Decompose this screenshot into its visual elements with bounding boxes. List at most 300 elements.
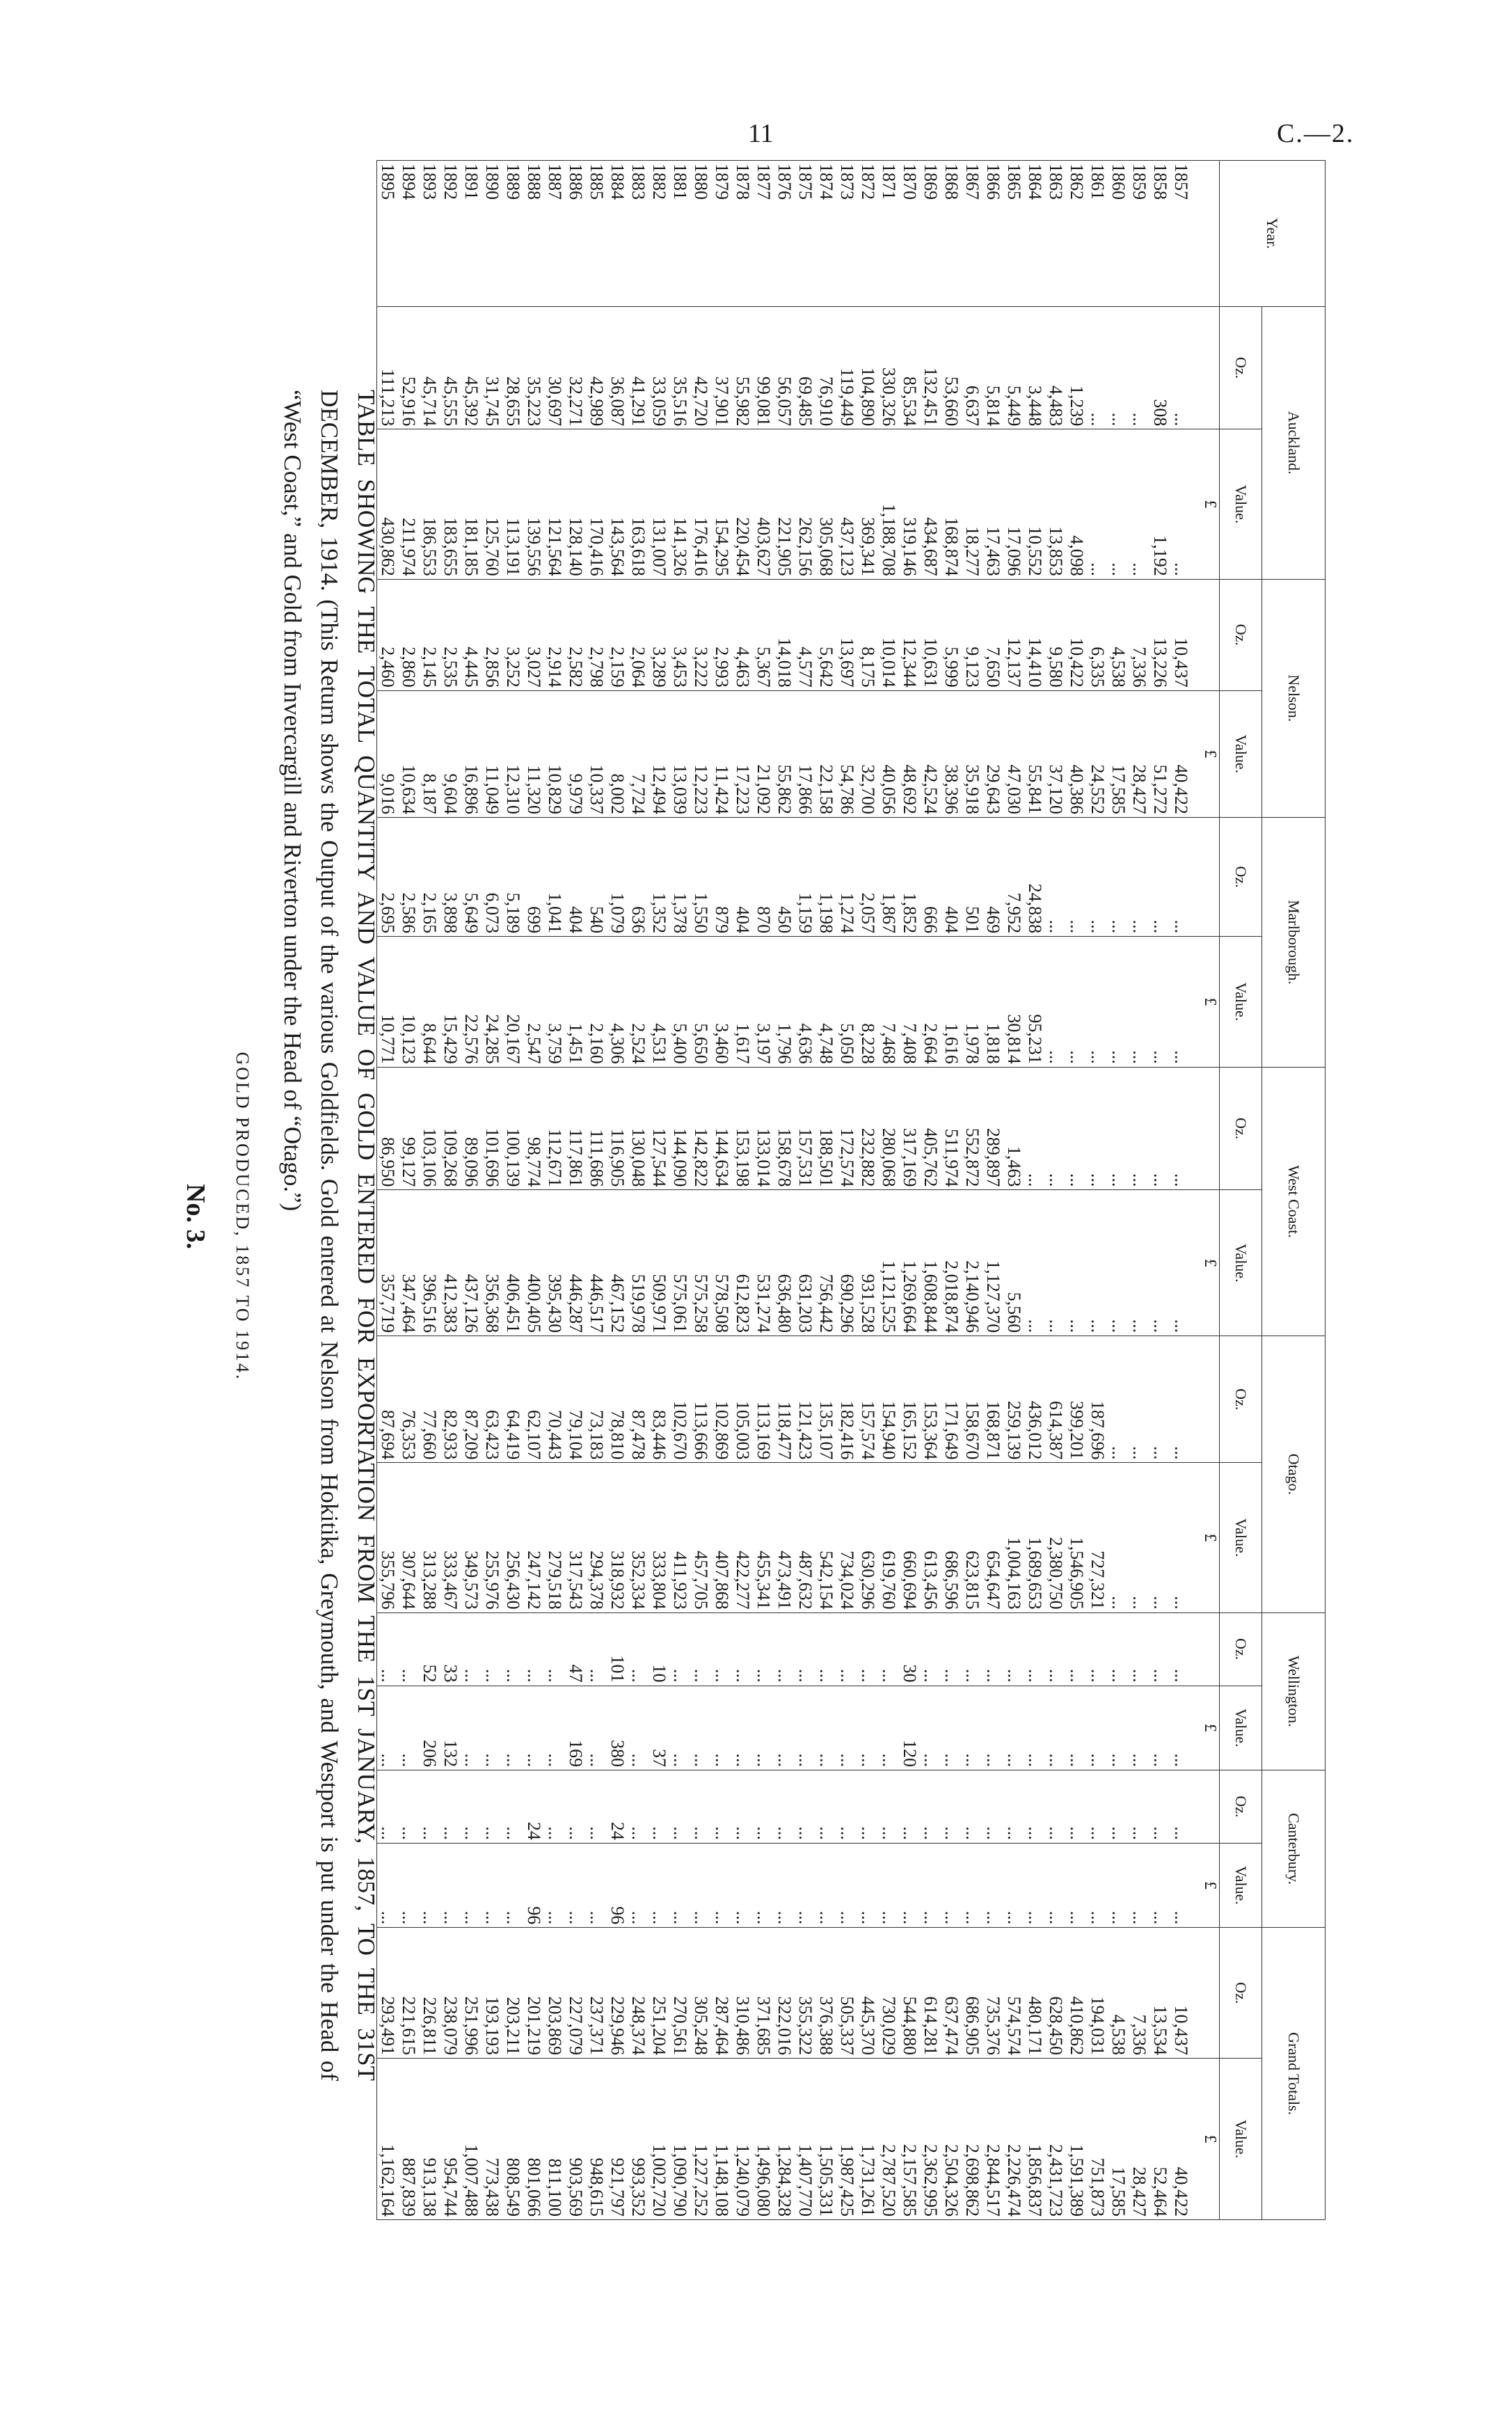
value-cell: ... bbox=[711, 1770, 732, 1843]
value-cell: 735,376 bbox=[982, 1928, 1003, 2059]
value-cell: ... bbox=[753, 1612, 774, 1686]
value-cell: 153,364 bbox=[920, 1336, 941, 1463]
value-cell: ... bbox=[1170, 1686, 1191, 1770]
value-cell: 32,700 bbox=[857, 690, 878, 817]
value-cell: ... bbox=[1108, 1686, 1129, 1770]
value-cell: 612,823 bbox=[732, 1190, 753, 1336]
value-cell: ... bbox=[962, 1686, 982, 1770]
value-cell: 12,310 bbox=[502, 690, 523, 817]
value-cell: 870 bbox=[753, 817, 774, 936]
value-cell: 14,410 bbox=[1024, 579, 1045, 690]
value-cell: ... bbox=[774, 1770, 795, 1843]
value-cell: 100,139 bbox=[502, 1067, 523, 1190]
value-cell: 130,048 bbox=[628, 1067, 648, 1190]
table-row bbox=[1024, 161, 1045, 2220]
table-row bbox=[982, 161, 1003, 2220]
unit-cell: £ bbox=[1191, 1463, 1220, 1612]
year-cell: 1875 bbox=[795, 161, 815, 307]
value-cell: 1,378 bbox=[669, 817, 690, 936]
unit-cell bbox=[1191, 579, 1220, 690]
value-cell: 2,535 bbox=[440, 579, 461, 690]
value-cell: ... bbox=[461, 1770, 482, 1843]
value-cell: ... bbox=[1108, 937, 1129, 1068]
value-cell: 5,814 bbox=[982, 306, 1003, 429]
value-cell: 120 bbox=[899, 1686, 920, 1770]
value-cell: 436,012 bbox=[1024, 1336, 1045, 1463]
year-cell: 1869 bbox=[920, 161, 941, 307]
value-cell: ... bbox=[1108, 1612, 1129, 1686]
value-cell: 4,098 bbox=[1066, 429, 1087, 579]
value-cell: 79,104 bbox=[565, 1336, 586, 1463]
value-cell: 9,580 bbox=[1045, 579, 1066, 690]
value-cell: 221,615 bbox=[398, 1928, 419, 2059]
value-cell: 78,810 bbox=[607, 1336, 628, 1463]
value-cell: ... bbox=[920, 1686, 941, 1770]
value-cell: ... bbox=[795, 1612, 815, 1686]
value-cell: 8,644 bbox=[419, 937, 440, 1068]
group-header: Canterbury. bbox=[1262, 1770, 1326, 1927]
value-cell: 4,445 bbox=[461, 579, 482, 690]
table-row bbox=[1087, 161, 1108, 2220]
value-cell: 660,694 bbox=[899, 1463, 920, 1612]
value-cell: ... bbox=[1045, 1843, 1066, 1927]
value-cell: ... bbox=[1066, 1067, 1087, 1190]
value-cell: ... bbox=[899, 1843, 920, 1927]
value-cell: ... bbox=[836, 1612, 857, 1686]
value-cell: ... bbox=[753, 1770, 774, 1843]
value-cell: 56,057 bbox=[774, 306, 795, 429]
value-cell: ... bbox=[398, 1612, 419, 1686]
value-cell: 54,786 bbox=[836, 690, 857, 817]
value-cell: ... bbox=[648, 1770, 669, 1843]
value-cell: ... bbox=[502, 1612, 523, 1686]
value-cell: 406,451 bbox=[502, 1190, 523, 1336]
value-cell: 2,504,326 bbox=[941, 2058, 962, 2219]
value-cell: 15,429 bbox=[440, 937, 461, 1068]
value-cell: ... bbox=[690, 1686, 711, 1770]
value-cell: 395,430 bbox=[544, 1190, 565, 1336]
value-cell: 1,352 bbox=[648, 817, 669, 936]
value-cell: 125,760 bbox=[482, 429, 502, 579]
value-cell: ... bbox=[1129, 1190, 1149, 1336]
year-cell: 1895 bbox=[377, 161, 399, 307]
value-cell: ... bbox=[1108, 1463, 1129, 1612]
value-cell: ... bbox=[962, 1843, 982, 1927]
table-row bbox=[920, 161, 941, 2220]
value-cell: ... bbox=[857, 1612, 878, 1686]
value-cell: 12,494 bbox=[648, 690, 669, 817]
value-cell: ... bbox=[1066, 937, 1087, 1068]
value-cell: 103,106 bbox=[419, 1067, 440, 1190]
value-cell: 96 bbox=[607, 1843, 628, 1927]
value-cell: 28,427 bbox=[1129, 2058, 1149, 2219]
value-cell: 35,516 bbox=[669, 306, 690, 429]
value-cell: ... bbox=[774, 1686, 795, 1770]
page-reference: C.—2. bbox=[1277, 119, 1355, 148]
value-cell: 357,719 bbox=[377, 1190, 399, 1336]
value-cell: 87,694 bbox=[377, 1336, 399, 1463]
value-cell: 142,822 bbox=[690, 1067, 711, 1190]
value-cell: 206 bbox=[419, 1686, 440, 1770]
value-cell: ... bbox=[377, 1686, 399, 1770]
value-cell: 446,287 bbox=[565, 1190, 586, 1336]
table-row bbox=[711, 161, 732, 2220]
value-cell: 544,880 bbox=[899, 1928, 920, 2059]
value-cell: 2,787,520 bbox=[878, 2058, 899, 2219]
value-cell: 256,430 bbox=[502, 1463, 523, 1612]
value-cell: 690,296 bbox=[836, 1190, 857, 1336]
oz-header: Oz. bbox=[1220, 306, 1262, 429]
value-cell: 8,175 bbox=[857, 579, 878, 690]
value-cell: 96 bbox=[523, 1843, 544, 1927]
value-cell: 6,335 bbox=[1087, 579, 1108, 690]
value-cell: 10,014 bbox=[878, 579, 899, 690]
value-cell: ... bbox=[815, 1843, 836, 1927]
value-cell: 64,419 bbox=[502, 1336, 523, 1463]
value-cell: 574,574 bbox=[1003, 1928, 1024, 2059]
value-cell: ... bbox=[482, 1843, 502, 1927]
value-cell: 251,996 bbox=[461, 1928, 482, 2059]
value-cell: 24,838 bbox=[1024, 817, 1045, 936]
value-cell: 182,416 bbox=[836, 1336, 857, 1463]
value-cell: 293,491 bbox=[377, 1928, 399, 2059]
value-cell: 132 bbox=[440, 1686, 461, 1770]
value-cell: ... bbox=[461, 1686, 482, 1770]
value-cell: 9,604 bbox=[440, 690, 461, 817]
value-cell: 45,555 bbox=[440, 306, 461, 429]
value-cell: ... bbox=[1045, 1067, 1066, 1190]
value-cell: 87,209 bbox=[461, 1336, 482, 1463]
value-cell: 13,226 bbox=[1149, 579, 1170, 690]
value-cell: 99,127 bbox=[398, 1067, 419, 1190]
value-cell: 473,491 bbox=[774, 1463, 795, 1612]
value-cell: 45,392 bbox=[461, 306, 482, 429]
value-cell: ... bbox=[732, 1686, 753, 1770]
value-cell: 455,341 bbox=[753, 1463, 774, 1612]
value-cell: 127,544 bbox=[648, 1067, 669, 1190]
value-cell: ... bbox=[941, 1686, 962, 1770]
gold-production-table bbox=[376, 160, 1326, 2220]
value-cell: 1,616 bbox=[941, 937, 962, 1068]
group-header: Marlborough. bbox=[1262, 817, 1326, 1067]
table-row bbox=[440, 161, 461, 2220]
table-row bbox=[482, 161, 502, 2220]
value-cell: 95,231 bbox=[1024, 937, 1045, 1068]
value-cell: 4,483 bbox=[1045, 306, 1066, 429]
value-cell: 227,079 bbox=[565, 1928, 586, 2059]
value-cell: 89,096 bbox=[461, 1067, 482, 1190]
value-cell: ... bbox=[1087, 306, 1108, 429]
value-cell: 2,160 bbox=[586, 937, 607, 1068]
year-cell: 1857 bbox=[1170, 161, 1191, 307]
value-cell: 319,146 bbox=[899, 429, 920, 579]
value-cell: 211,974 bbox=[398, 429, 419, 579]
value-cell: 47 bbox=[565, 1612, 586, 1686]
value-cell: ... bbox=[1024, 1770, 1045, 1843]
value-cell: 76,910 bbox=[815, 306, 836, 429]
value-cell: 55,841 bbox=[1024, 690, 1045, 817]
value-cell: ... bbox=[440, 1843, 461, 1927]
value-cell: ... bbox=[795, 1770, 815, 1843]
table-row bbox=[398, 161, 419, 2220]
value-cell: 2,860 bbox=[398, 579, 419, 690]
value-cell: 102,869 bbox=[711, 1336, 732, 1463]
year-cell: 1889 bbox=[502, 161, 523, 307]
value-cell: 17,096 bbox=[1003, 429, 1024, 579]
year-cell: 1865 bbox=[1003, 161, 1024, 307]
value-cell: 3,289 bbox=[648, 579, 669, 690]
table-row bbox=[1045, 161, 1066, 2220]
value-cell: 1,591,389 bbox=[1066, 2058, 1087, 2219]
value-cell: 248,374 bbox=[628, 1928, 648, 2059]
value-cell: 396,516 bbox=[419, 1190, 440, 1336]
value-cell: 294,378 bbox=[586, 1463, 607, 1612]
year-cell: 1876 bbox=[774, 161, 795, 307]
value-cell: ... bbox=[815, 1612, 836, 1686]
table-header bbox=[1220, 161, 1326, 2220]
value-cell: ... bbox=[502, 1770, 523, 1843]
year-cell: 1860 bbox=[1108, 161, 1129, 307]
value-cell: 10,337 bbox=[586, 690, 607, 817]
value-cell: 380 bbox=[607, 1686, 628, 1770]
value-cell: 2,698,862 bbox=[962, 2058, 982, 2219]
value-cell: 511,974 bbox=[941, 1067, 962, 1190]
year-cell: 1862 bbox=[1066, 161, 1087, 307]
oz-header: Oz. bbox=[1220, 817, 1262, 936]
value-cell: 808,549 bbox=[502, 2058, 523, 2219]
value-header: Value. bbox=[1220, 1463, 1262, 1612]
value-cell: 2,798 bbox=[586, 579, 607, 690]
value-cell: 30,697 bbox=[544, 306, 565, 429]
value-cell: ... bbox=[815, 1686, 836, 1770]
value-cell: 18,277 bbox=[962, 429, 982, 579]
value-cell: ... bbox=[878, 1612, 899, 1686]
value-cell: 371,685 bbox=[753, 1928, 774, 2059]
value-cell: 3,759 bbox=[544, 937, 565, 1068]
value-cell: 751,873 bbox=[1087, 2058, 1108, 2219]
value-cell: 11,424 bbox=[711, 690, 732, 817]
value-cell: 404 bbox=[565, 817, 586, 936]
year-cell: 1871 bbox=[878, 161, 899, 307]
value-cell: 2,856 bbox=[482, 579, 502, 690]
value-cell: 1,159 bbox=[795, 817, 815, 936]
value-cell: 1,162,164 bbox=[377, 2058, 399, 2219]
value-cell: 105,003 bbox=[732, 1336, 753, 1463]
value-cell: 17,463 bbox=[982, 429, 1003, 579]
unit-cell bbox=[1191, 1067, 1220, 1190]
value-cell: 37 bbox=[648, 1686, 669, 1770]
value-cell: 5,400 bbox=[669, 937, 690, 1068]
unit-cell bbox=[1191, 306, 1220, 429]
value-cell: 654,647 bbox=[982, 1463, 1003, 1612]
table-row bbox=[1108, 161, 1129, 2220]
value-cell: 1,004,163 bbox=[1003, 1463, 1024, 1612]
value-header: Value. bbox=[1220, 937, 1262, 1068]
value-cell: ... bbox=[1108, 306, 1129, 429]
value-cell: 287,464 bbox=[711, 1928, 732, 2059]
value-cell: 22,576 bbox=[461, 937, 482, 1068]
value-cell: 1,041 bbox=[544, 817, 565, 936]
value-cell: 623,815 bbox=[962, 1463, 982, 1612]
value-cell: ... bbox=[398, 1770, 419, 1843]
value-cell: 104,890 bbox=[857, 306, 878, 429]
value-cell: 221,905 bbox=[774, 429, 795, 579]
value-cell: 168,871 bbox=[982, 1336, 1003, 1463]
value-cell: 801,066 bbox=[523, 2058, 544, 2219]
value-cell: ... bbox=[1066, 1612, 1087, 1686]
value-cell: ... bbox=[1170, 1336, 1191, 1463]
value-cell: ... bbox=[1108, 1190, 1129, 1336]
value-cell: 322,016 bbox=[774, 1928, 795, 2059]
value-cell: ... bbox=[815, 1770, 836, 1843]
value-cell: 82,933 bbox=[440, 1336, 461, 1463]
value-cell: ... bbox=[732, 1843, 753, 1927]
value-cell: ... bbox=[377, 1843, 399, 1927]
value-cell: ... bbox=[1129, 817, 1149, 936]
value-cell: ... bbox=[1087, 1843, 1108, 1927]
value-cell: 85,534 bbox=[899, 306, 920, 429]
value-header: Value. bbox=[1220, 429, 1262, 579]
value-cell: 8,002 bbox=[607, 690, 628, 817]
value-cell: 2,664 bbox=[920, 937, 941, 1068]
value-cell: 1,239 bbox=[1066, 306, 1087, 429]
value-cell: 318,932 bbox=[607, 1463, 628, 1612]
unit-cell: £ bbox=[1191, 690, 1220, 817]
value-cell: 121,423 bbox=[795, 1336, 815, 1463]
value-cell: 349,573 bbox=[461, 1463, 482, 1612]
unit-cell: £ bbox=[1191, 429, 1220, 579]
value-cell: 519,978 bbox=[628, 1190, 648, 1336]
value-cell: 4,538 bbox=[1108, 579, 1129, 690]
value-cell: ... bbox=[1087, 1686, 1108, 1770]
header-row-groups bbox=[1262, 161, 1326, 2220]
value-cell: 1,608,844 bbox=[920, 1190, 941, 1336]
value-cell: 102,670 bbox=[669, 1336, 690, 1463]
value-cell: 10,552 bbox=[1024, 429, 1045, 579]
value-cell: 1,796 bbox=[774, 937, 795, 1068]
value-cell: 1,818 bbox=[982, 937, 1003, 1068]
value-cell: ... bbox=[1149, 1843, 1170, 1927]
value-cell: ... bbox=[523, 1612, 544, 1686]
value-cell: 411,923 bbox=[669, 1463, 690, 1612]
value-cell: 116,905 bbox=[607, 1067, 628, 1190]
value-cell: ... bbox=[1045, 1770, 1066, 1843]
table-number: No. 3. bbox=[181, 1184, 210, 1249]
value-cell: ... bbox=[711, 1612, 732, 1686]
value-cell: 2,914 bbox=[544, 579, 565, 690]
value-cell: 42,524 bbox=[920, 690, 941, 817]
value-cell: 111,686 bbox=[586, 1067, 607, 1190]
year-cell: 1880 bbox=[690, 161, 711, 307]
value-cell: ... bbox=[1108, 817, 1129, 936]
value-cell: 24 bbox=[523, 1770, 544, 1843]
value-cell: ... bbox=[1149, 1067, 1170, 1190]
value-cell: 153,198 bbox=[732, 1067, 753, 1190]
value-cell: 28,427 bbox=[1129, 690, 1149, 817]
value-cell: 113,169 bbox=[753, 1336, 774, 1463]
value-cell: 7,336 bbox=[1129, 579, 1149, 690]
value-cell: 4,636 bbox=[795, 937, 815, 1068]
value-cell: 2,460 bbox=[377, 579, 399, 690]
value-cell: ... bbox=[544, 1686, 565, 1770]
value-cell: 727,321 bbox=[1087, 1463, 1108, 1612]
value-cell: ... bbox=[1170, 429, 1191, 579]
table-row bbox=[1170, 161, 1191, 2220]
table-row bbox=[628, 161, 648, 2220]
value-cell: 262,156 bbox=[795, 429, 815, 579]
value-cell: 10,829 bbox=[544, 690, 565, 817]
unit-cell: £ bbox=[1191, 937, 1220, 1068]
value-cell: 1,127,370 bbox=[982, 1190, 1003, 1336]
unit-cell bbox=[1191, 1928, 1220, 2059]
value-cell: 30,814 bbox=[1003, 937, 1024, 1068]
value-cell: ... bbox=[1108, 1067, 1129, 1190]
value-cell: 887,839 bbox=[398, 2058, 419, 2219]
value-cell: 62,107 bbox=[523, 1336, 544, 1463]
value-cell: 404 bbox=[732, 817, 753, 936]
value-cell: 24 bbox=[607, 1770, 628, 1843]
value-cell: ... bbox=[1108, 1336, 1129, 1463]
value-cell: 7,724 bbox=[628, 690, 648, 817]
value-cell: 903,569 bbox=[565, 2058, 586, 2219]
table-row bbox=[878, 161, 899, 2220]
value-cell: 4,306 bbox=[607, 937, 628, 1068]
value-cell: ... bbox=[1024, 1190, 1045, 1336]
value-cell: 86,950 bbox=[377, 1067, 399, 1190]
value-cell: 542,154 bbox=[815, 1463, 836, 1612]
value-header: Value. bbox=[1220, 2058, 1262, 2219]
value-cell: 30 bbox=[899, 1612, 920, 1686]
value-cell: 1,121,525 bbox=[878, 1190, 899, 1336]
value-cell: 686,596 bbox=[941, 1463, 962, 1612]
value-cell: ... bbox=[586, 1843, 607, 1927]
value-cell: ... bbox=[1149, 1336, 1170, 1463]
value-cell: ... bbox=[1170, 1843, 1191, 1927]
value-cell: 505,337 bbox=[836, 1928, 857, 2059]
value-cell: ... bbox=[795, 1686, 815, 1770]
value-cell: ... bbox=[1045, 937, 1066, 1068]
value-cell: 12,344 bbox=[899, 579, 920, 690]
value-cell: ... bbox=[1170, 1190, 1191, 1336]
value-cell: ... bbox=[440, 1770, 461, 1843]
value-cell: ... bbox=[1129, 1067, 1149, 1190]
value-cell: 29,643 bbox=[982, 690, 1003, 817]
value-cell: 158,678 bbox=[774, 1067, 795, 1190]
value-cell: 10 bbox=[648, 1612, 669, 1686]
value-cell: 13,039 bbox=[669, 690, 690, 817]
value-cell: ... bbox=[1129, 429, 1149, 579]
value-cell: 333,467 bbox=[440, 1463, 461, 1612]
value-cell: 575,258 bbox=[690, 1190, 711, 1336]
value-cell: 41,291 bbox=[628, 306, 648, 429]
value-cell: ... bbox=[482, 1612, 502, 1686]
oz-header: Oz. bbox=[1220, 579, 1262, 690]
value-cell: ... bbox=[1129, 306, 1149, 429]
value-cell: 45,714 bbox=[419, 306, 440, 429]
value-cell: 509,971 bbox=[648, 1190, 669, 1336]
value-cell: 399,201 bbox=[1066, 1336, 1087, 1463]
value-cell: 220,454 bbox=[732, 429, 753, 579]
value-cell: 1,148,108 bbox=[711, 2058, 732, 2219]
value-cell: 6,637 bbox=[962, 306, 982, 429]
value-cell: 410,862 bbox=[1066, 1928, 1087, 2059]
value-cell: 47,030 bbox=[1003, 690, 1024, 817]
oz-header: Oz. bbox=[1220, 1336, 1262, 1463]
value-cell: ... bbox=[669, 1843, 690, 1927]
value-cell: 7,650 bbox=[982, 579, 1003, 690]
unit-row bbox=[1191, 161, 1220, 2220]
value-cell: 1,978 bbox=[962, 937, 982, 1068]
